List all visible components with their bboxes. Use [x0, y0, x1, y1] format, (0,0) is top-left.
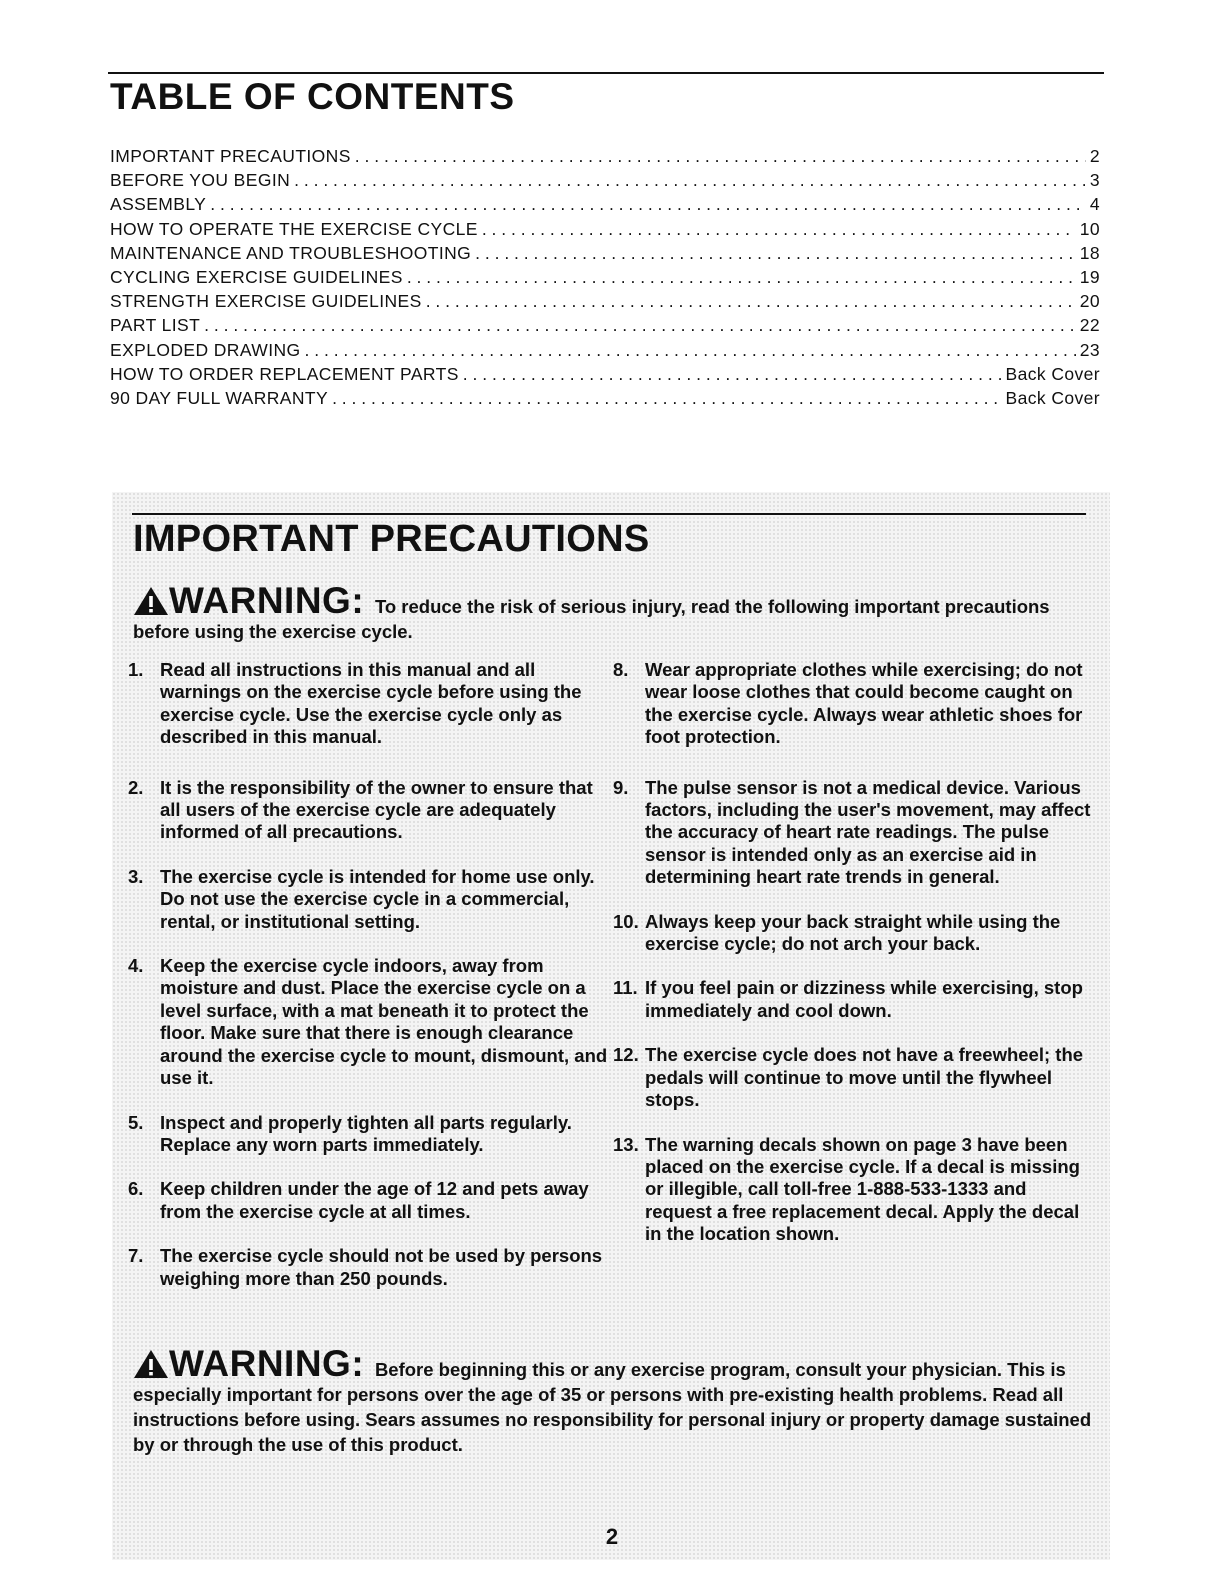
toc-entry-page: 3 [1089, 170, 1100, 191]
precaution-item [613, 977, 1093, 1022]
toc-leader-dots [407, 267, 1076, 288]
warning-intro-text: To reduce the risk of serious injury, read the following important precautions before using the exercise cycle. [133, 596, 1050, 642]
precaution-number: 9. [613, 776, 629, 798]
toc-top-rule [108, 72, 1104, 74]
precaution-number: 10. [613, 910, 639, 932]
toc-leader-dots [463, 364, 1002, 385]
toc-leader-dots [294, 170, 1086, 191]
page-number: 2 [605, 1524, 619, 1549]
warning-closing-text: Before beginning this or any exercise program, consult your physician. This is especially important for persons over the age of 35 or persons with pre-existing health problems. Read all instructions before using. Sears assumes no responsibility for personal injury or property damage sustained by or through the use of this product. [133, 1359, 1092, 1455]
warning-closing [133, 1343, 1093, 1457]
precautions-right-column [613, 659, 1093, 1246]
toc-entry-label: ASSEMBLY [110, 194, 207, 215]
precaution-number: 13. [613, 1133, 639, 1155]
precaution-item [128, 659, 608, 749]
toc-leader-dots [475, 243, 1076, 264]
toc-leader-dots [482, 219, 1076, 240]
toc-entry-label: IMPORTANT PRECAUTIONS [110, 146, 351, 166]
toc-entry [110, 146, 1100, 170]
precaution-number: 8. [613, 659, 629, 680]
precaution-number: 6. [128, 1178, 144, 1200]
toc-entry-label: BEFORE YOU BEGIN [110, 170, 291, 191]
toc-leader-dots [204, 315, 1076, 336]
toc-entry [110, 194, 1100, 218]
toc-entry-page: 23 [1079, 339, 1100, 360]
warning-heading [133, 580, 375, 621]
toc-title: TABLE OF CONTENTS [110, 76, 515, 117]
precaution-item [613, 1134, 1093, 1246]
toc-entry-label: STRENGTH EXERCISE GUIDELINES [110, 291, 422, 312]
precaution-text: The exercise cycle does not have a freewheel; the pedals will continue to move until the flywheel stops. [645, 1044, 1084, 1111]
precaution-text: Keep children under the age of 12 and pets away from the exercise cycle at all times. [160, 1178, 589, 1222]
precaution-text: The pulse sensor is not a medical device. Various factors, including the user's movement, may affect the accuracy of heart rate readings. The pulse sensor is intended only as an exercise aid in determining heart rate trends in general. [645, 776, 1091, 888]
toc-entry [110, 243, 1100, 267]
precautions-left-column [128, 659, 608, 1290]
precaution-number: 7. [128, 1245, 144, 1267]
precaution-text: If you feel pain or dizziness while exercising, stop immediately and cool down. [645, 977, 1083, 1021]
precaution-number: 3. [128, 865, 144, 887]
toc-entry [110, 170, 1100, 194]
precaution-number: 1. [128, 659, 144, 680]
precaution-item [128, 866, 608, 933]
toc-entry-label: EXPLODED DRAWING [110, 339, 301, 360]
warning-label: WARNING: [169, 1343, 365, 1384]
toc-leader-dots [210, 194, 1086, 215]
toc-entry-label: CYCLING EXERCISE GUIDELINES [110, 266, 403, 287]
toc-entry [110, 267, 1100, 291]
precaution-item [128, 1178, 608, 1223]
toc-leader-dots [355, 146, 1086, 167]
precaution-number: 12. [613, 1044, 639, 1066]
toc-entry-label: HOW TO ORDER REPLACEMENT PARTS [110, 363, 459, 384]
toc-entry-label: PART LIST [110, 315, 201, 336]
precaution-text: Always keep your back straight while using the exercise cycle; do not arch your back. [645, 910, 1061, 955]
toc-entry [110, 219, 1100, 243]
precaution-item [613, 659, 1093, 749]
toc-leader-dots [305, 340, 1076, 361]
precaution-text: The exercise cycle should not be used by persons weighing more than 250 pounds. [160, 1245, 603, 1289]
toc-entry-label: MAINTENANCE AND TROUBLESHOOTING [110, 242, 472, 263]
precaution-item [613, 1044, 1093, 1111]
warning-heading [133, 1343, 375, 1384]
precautions-top-rule [132, 513, 1086, 515]
toc-entry-page: 19 [1079, 266, 1100, 287]
precaution-text: Inspect and properly tighten all parts regularly. Replace any worn parts immediately. [160, 1111, 572, 1155]
precaution-text: Wear appropriate clothes while exercising; do not wear loose clothes that could become caught on the exercise cycle. Always wear athletic shoes for foot protection. [645, 659, 1083, 748]
precaution-text: Read all instructions in this manual and all warnings on the exercise cycle before using the exercise cycle. Use the exercise cycle only as described in this manual. [160, 659, 582, 748]
precautions-title: IMPORTANT PRECAUTIONS [133, 518, 650, 560]
toc-entry-label: 90 DAY FULL WARRANTY [110, 387, 329, 408]
precaution-text: It is the responsibility of the owner to ensure that all users of the exercise cycle are adequately informed of all precautions. [160, 776, 593, 843]
toc-entry-page: 2 [1089, 146, 1100, 166]
toc-leader-dots [332, 388, 1001, 409]
toc-entry-page: 10 [1079, 218, 1100, 239]
toc-entry [110, 388, 1100, 412]
toc-entry-page: Back Cover [1005, 387, 1100, 408]
toc-leader-dots [426, 291, 1076, 312]
precaution-item [128, 1112, 608, 1157]
precaution-item [128, 955, 608, 1089]
toc-entry-page: 4 [1089, 194, 1100, 215]
toc-list [110, 146, 1100, 412]
toc-entry [110, 291, 1100, 315]
precaution-item [613, 911, 1093, 956]
toc-entry [110, 364, 1100, 388]
precaution-item [613, 777, 1093, 889]
precaution-text: The warning decals shown on page 3 have been placed on the exercise cycle. If a decal is missing or illegible, call toll-free 1-888-533-1333 and request a free replacement decal. Apply the decal in the location shown. [645, 1133, 1080, 1245]
precaution-number: 2. [128, 776, 144, 798]
toc-entry [110, 340, 1100, 364]
warning-label: WARNING: [169, 580, 365, 621]
precaution-item [128, 777, 608, 844]
warning-triangle-icon [133, 1349, 169, 1379]
precaution-number: 5. [128, 1111, 144, 1133]
toc-entry-page: 22 [1079, 315, 1100, 336]
precaution-text: Keep the exercise cycle indoors, away from moisture and dust. Place the exercise cycle on a level surface, with a mat beneath it to protect the floor. Make sure that there is enough clearance around the exercise cycle to mount, dismount, and use it. [160, 955, 608, 1089]
precaution-number: 11. [613, 977, 638, 999]
toc-entry-page: 20 [1079, 291, 1100, 312]
precaution-number: 4. [128, 955, 144, 977]
precaution-text: The exercise cycle is intended for home use only. Do not use the exercise cycle in a commercial, rental, or institutional setting. [160, 865, 595, 932]
toc-entry-page: Back Cover [1005, 363, 1100, 384]
toc-entry-label: HOW TO OPERATE THE EXERCISE CYCLE [110, 218, 478, 239]
toc-entry [110, 315, 1100, 339]
warning-intro [133, 580, 1093, 644]
precaution-item [128, 1245, 608, 1290]
warning-triangle-icon [133, 586, 169, 616]
toc-entry-page: 18 [1079, 242, 1100, 263]
